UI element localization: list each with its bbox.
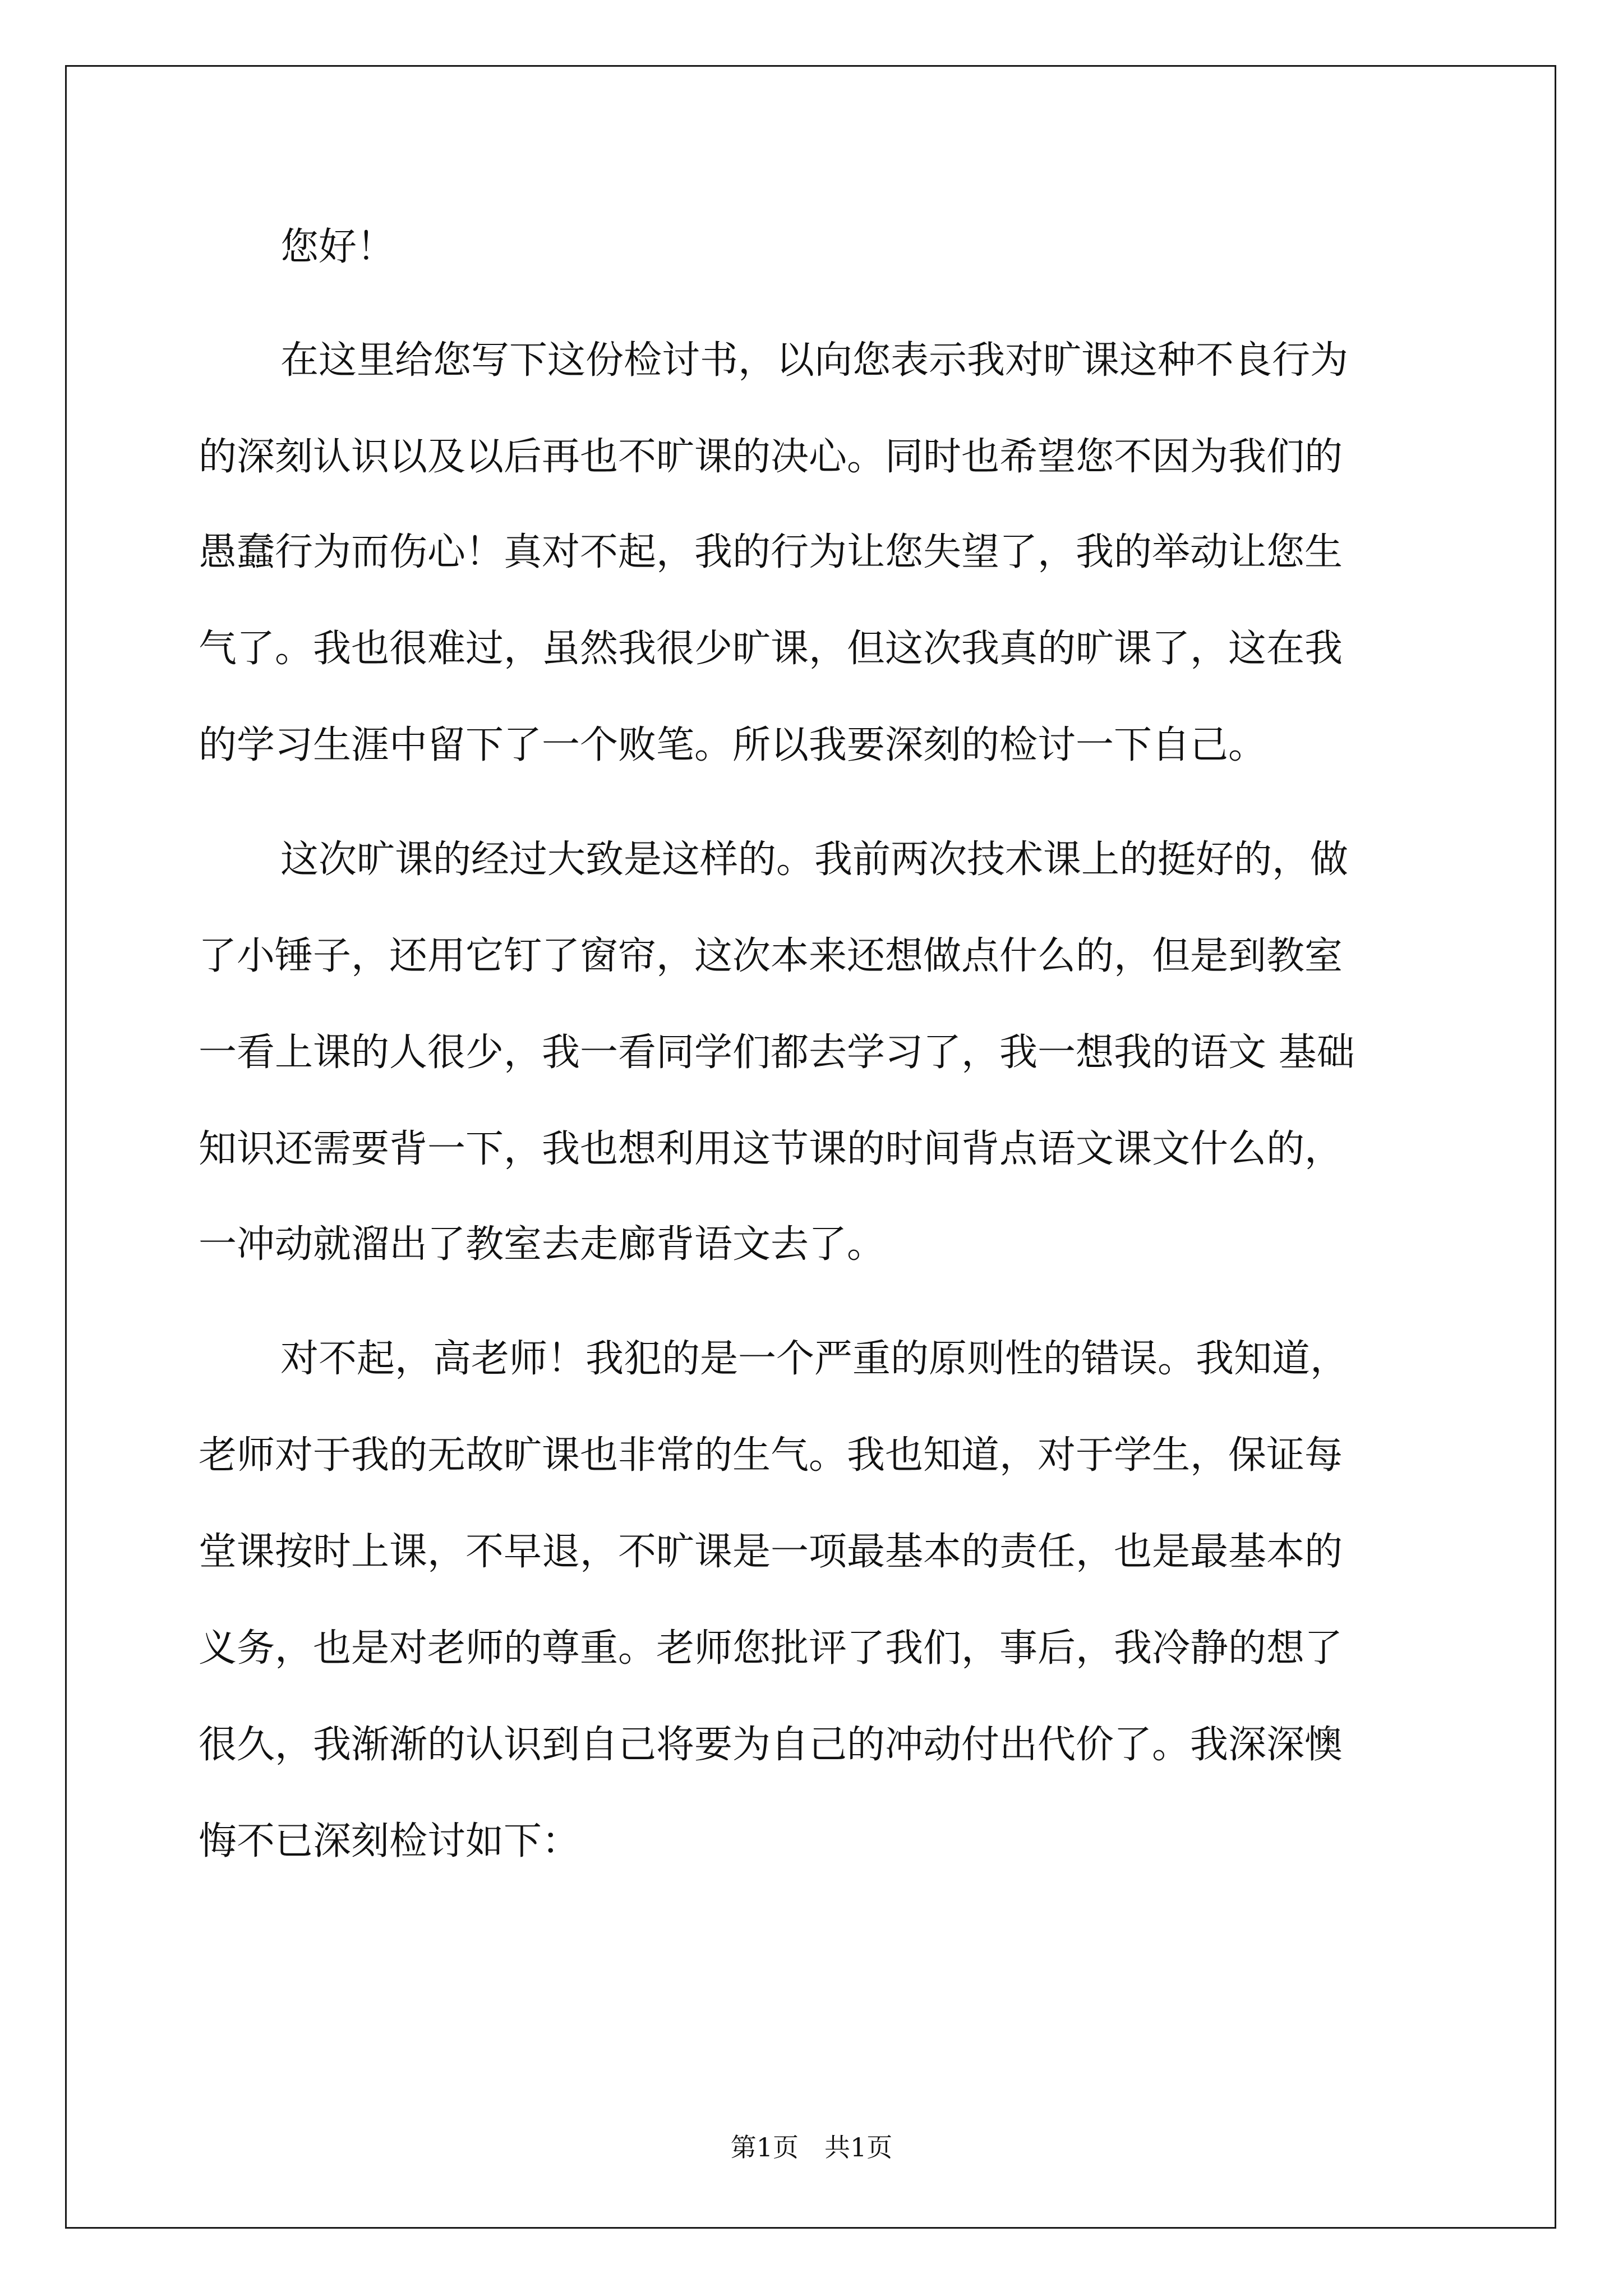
page-number-footer: 第1页 共1页 <box>730 2132 893 2162</box>
paragraph-2-line-5: 一冲动就溜出了教室去走廊背语文去了。 <box>199 1222 886 1267</box>
paragraph-2-line-1: 这次旷课的经过大致是这样的。我前两次技术课上的挺好的，做 <box>280 838 1349 882</box>
paragraph-1-line-2: 的深刻认识以及以后再也不旷课的决心。同时也希望您不因为我们的 <box>199 435 1343 479</box>
paragraph-2-line-2: 了小锤子，还用它钉了窗帘，这次本来还想做点什么的，但是到教室 <box>199 934 1343 978</box>
paragraph-1-line-5: 的学习生涯中留下了一个败笔。所以我要深刻的检讨一下自己。 <box>199 723 1267 767</box>
paragraph-1-line-1: 在这里给您写下这份检讨书，以向您表示我对旷课这种不良行为 <box>280 338 1349 383</box>
paragraph-2-line-3: 一看上课的人很少，我一看同学们都去学习了，我一想我的语文 基础 <box>199 1030 1355 1075</box>
greeting-line: 您好！ <box>280 225 395 269</box>
paragraph-3-line-5: 很久，我渐渐的认识到自己将要为自己的冲动付出代价了。我深深懊 <box>199 1723 1343 1767</box>
paragraph-3-line-2: 老师对于我的无故旷课也非常的生气。我也知道，对于学生，保证每 <box>199 1433 1343 1478</box>
paragraph-3-line-6: 悔不已深刻检讨如下： <box>199 1819 580 1864</box>
paragraph-1-line-4: 气了。我也很难过，虽然我很少旷课，但这次我真的旷课了，这在我 <box>199 627 1343 671</box>
paragraph-3-line-3: 堂课按时上课，不早退，不旷课是一项最基本的责任，也是最基本的 <box>199 1530 1343 1574</box>
paragraph-3-line-1: 对不起，高老师！我犯的是一个严重的原则性的错误。我知道， <box>280 1337 1349 1381</box>
paragraph-1-line-3: 愚蠢行为而伤心！真对不起，我的行为让您失望了，我的举动让您生 <box>199 530 1343 574</box>
paragraph-3-line-4: 义务，也是对老师的尊重。老师您批评了我们，事后，我冷静的想了 <box>199 1626 1343 1671</box>
paragraph-2-line-4: 知识还需要背一下，我也想利用这节课的时间背点语文课文什么的， <box>199 1127 1343 1171</box>
